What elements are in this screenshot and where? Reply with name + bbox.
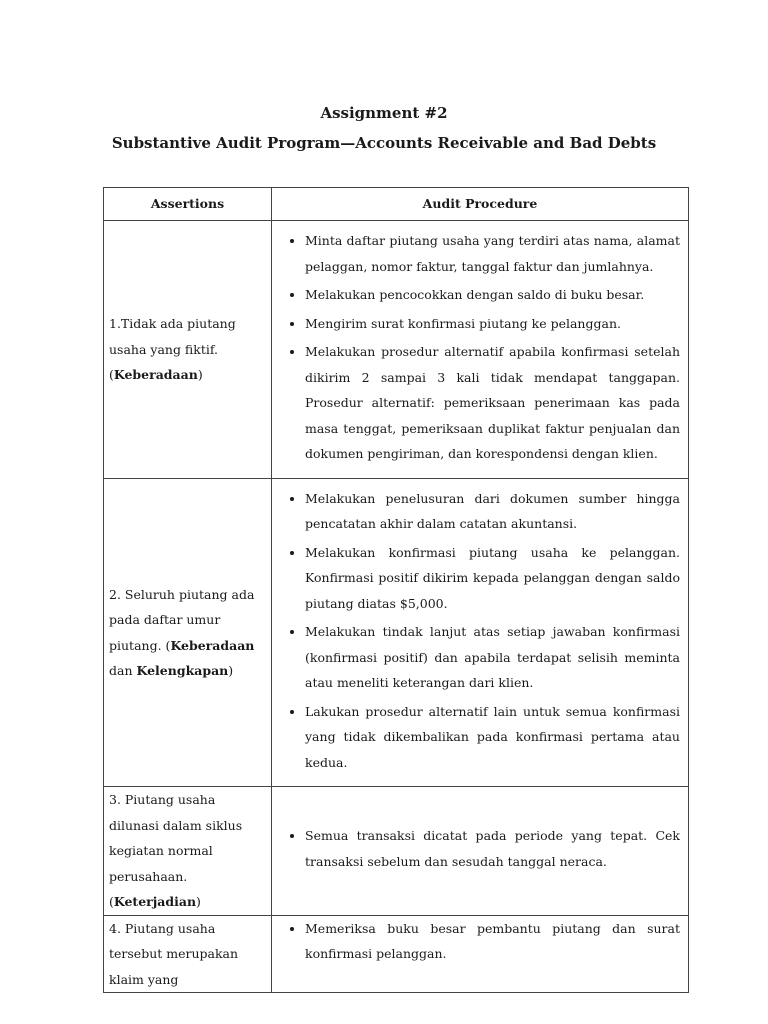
assertion-category: Keberadaan (113, 367, 198, 383)
procedure-item: • Lakukan prosedur alternatif lain untuk semua konfirmasi yang tidak dikembalikan pada konfirmasi pertama atau kedua. (305, 699, 680, 776)
table-header-row (104, 188, 689, 221)
assertion-text: 4. Piutang usaha tersebut merupakan klaim yang (109, 920, 239, 987)
procedure-cell (272, 915, 689, 993)
procedure-item: • Memeriksa buku besar pembantu piutang dan surat konfirmasi pelanggan. (305, 916, 680, 967)
table-row (104, 787, 689, 916)
document-subtitle: Substantive Audit Program—Accounts Receivable and Bad Debts (111, 134, 657, 152)
assertion-cell (104, 915, 272, 993)
procedure-item: • Melakukan prosedur alternatif apabila konfirmasi setelah dikirim 2 sampai 3 kali tidak mendapat tanggapan. Prosedur alternatif: pemeriksaan penerimaan kas pada masa tenggat, pemeriksaan duplikat faktur penjualan dan dokumen pengiriman, dan korespondensi dengan klien. (305, 339, 680, 467)
audit-program-table (103, 187, 689, 993)
assertion-category: Keberadaan (170, 637, 255, 653)
assertion-category: Keterjadian (113, 894, 197, 909)
assertion-text: 2. Seluruh piutang ada pada daftar umur piutang. (109, 586, 255, 653)
header-assertions: Assertions (104, 188, 272, 221)
procedure-cell (272, 479, 689, 787)
table-row (104, 479, 689, 787)
procedure-cell (272, 221, 689, 479)
assertion-category: Kelengkapan (136, 663, 229, 678)
assertion-text: 1.Tidak ada piutang usaha yang fiktif. (109, 316, 236, 357)
table-row (104, 221, 689, 479)
assertion-text: 3. Piutang usaha dilunasi dalam siklus kegiatan normal perusahaan. (109, 792, 243, 884)
procedure-list (280, 823, 680, 874)
procedure-item: • Melakukan penelusuran dari dokumen sumber hingga pencatatan akhir dalam catatan akuntansi. (305, 486, 680, 537)
procedure-cell (272, 787, 689, 916)
procedure-list (280, 486, 680, 776)
document-title: Assignment #2 (320, 104, 448, 122)
table-row (104, 915, 689, 993)
procedure-list (280, 228, 680, 467)
procedure-item: • Minta daftar piutang usaha yang terdiri atas nama, alamat pelaggan, nomor faktur, tanggal faktur dan jumlahnya. (305, 228, 680, 279)
procedure-item: • Melakukan tindak lanjut atas setiap jawaban konfirmasi (konfirmasi positif) dan apabila terdapat selisih meminta atau meneliti keterangan dari klien. (305, 619, 680, 696)
assertion-cell: 1.Tidak ada piutang usaha yang fiktif. (Keberadaan) (104, 221, 272, 479)
header-audit-procedure: Audit Procedure (272, 188, 689, 221)
procedure-item: • Melakukan pencocokkan dengan saldo di buku besar. (305, 282, 680, 308)
assertion-cell: 2. Seluruh piutang ada pada daftar umur piutang. (Keberadaan dan Kelengkapan) (104, 479, 272, 787)
procedure-item: • Mengirim surat konfirmasi piutang ke pelanggan. (305, 311, 680, 337)
procedure-item: • Semua transaksi dicatat pada periode yang tepat. Cek transaksi sebelum dan sesudah tanggal neraca. (305, 823, 680, 874)
procedure-item: • Melakukan konfirmasi piutang usaha ke pelanggan. Konfirmasi positif dikirim kepada pelanggan dengan saldo piutang diatas $5,000. (305, 540, 680, 617)
procedure-list (280, 916, 680, 967)
assertion-cell: 3. Piutang usaha dilunasi dalam siklus kegiatan normal perusahaan. (Keterjadian) (104, 787, 272, 916)
